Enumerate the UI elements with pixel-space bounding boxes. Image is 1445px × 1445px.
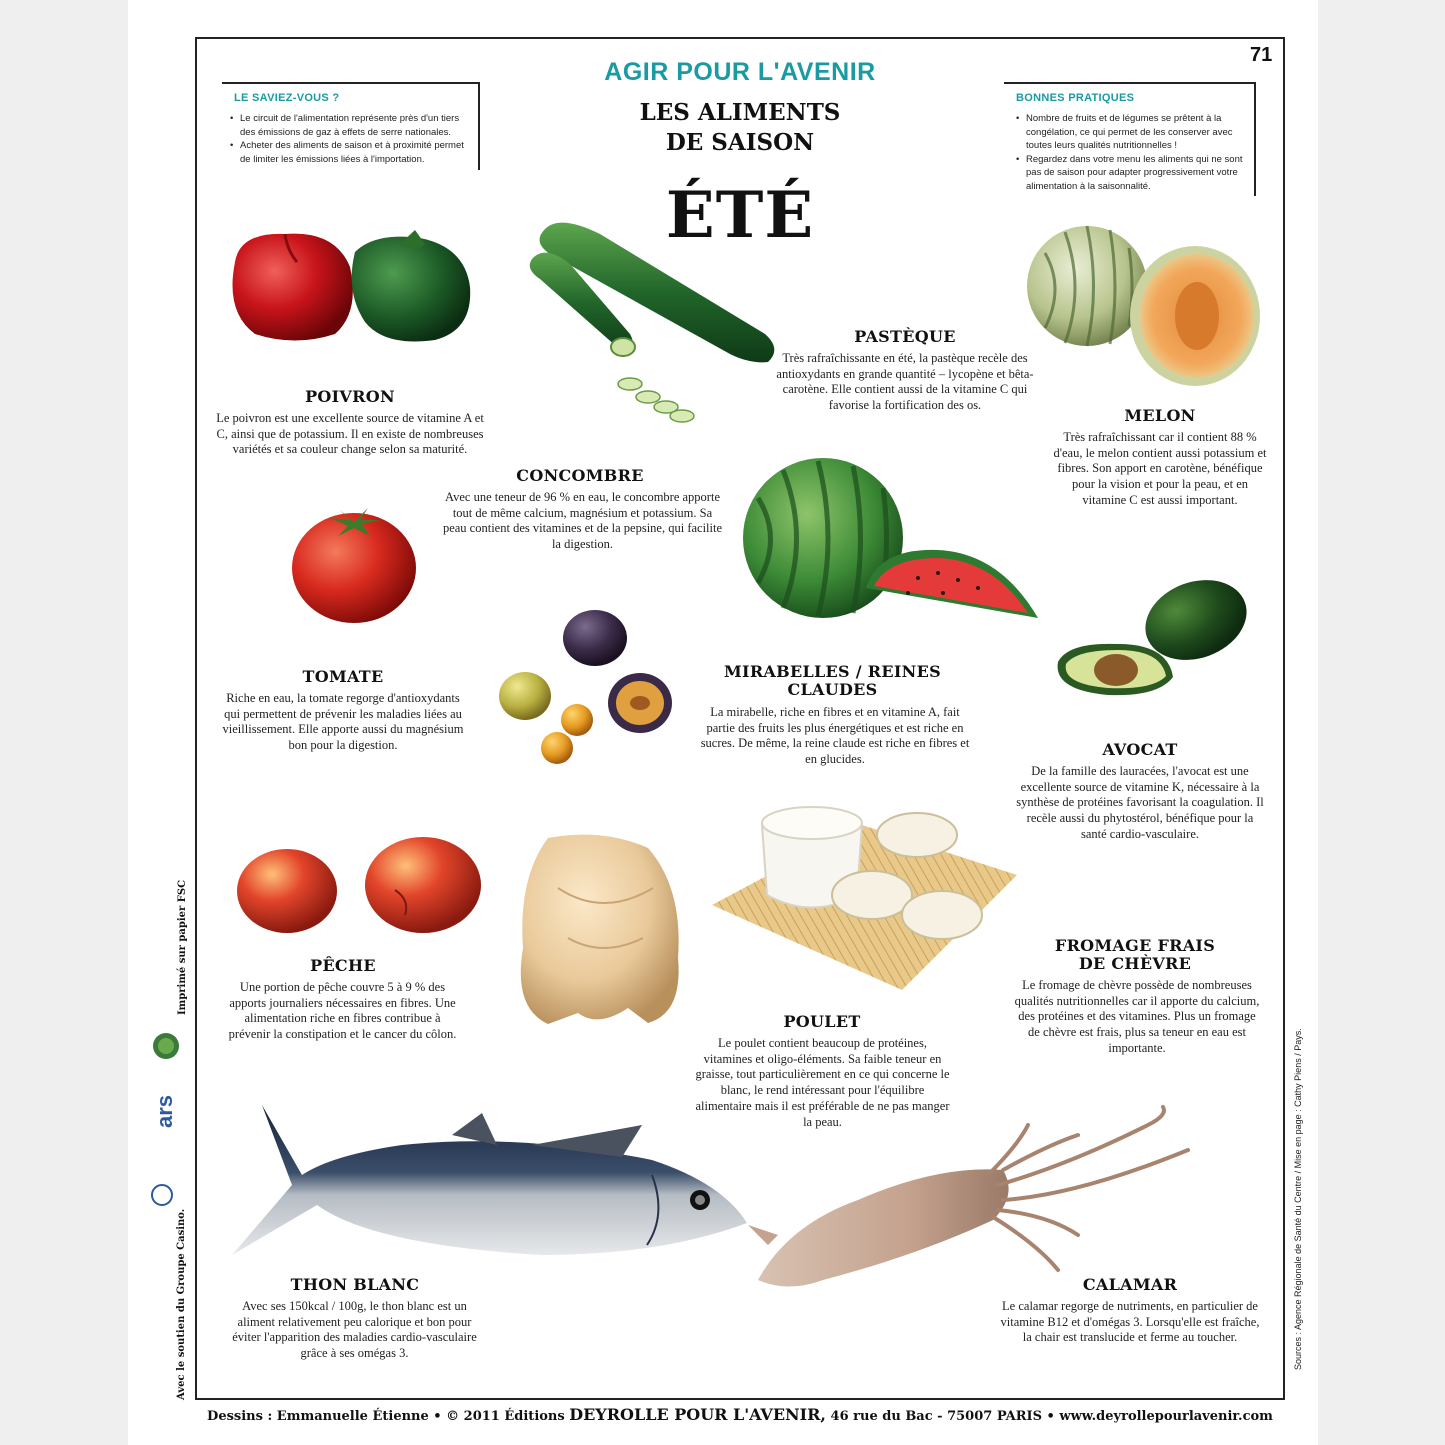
header-kicker: AGIR POUR L'AVENIR bbox=[604, 58, 876, 86]
fsc-paper-note: Imprimé sur papier FSC bbox=[177, 879, 188, 1015]
credits-brand: DEYROLLE POUR L'AVENIR, bbox=[569, 1405, 826, 1424]
thon-title: THON BLANC bbox=[290, 1275, 420, 1294]
tomate-title: TOMATE bbox=[302, 667, 384, 686]
poulet-description: Le poulet contient beaucoup de protéines, vitamines et oligo-éléments. Sa faible teneur en graisse, tout particulièrement en ce qui concerne le blanc, le rend intéressant pour l'équilibre alimentaire mais il est préférable de ne pas manger la peau. bbox=[695, 1036, 950, 1129]
bell-peppers-illustration bbox=[225, 222, 480, 347]
calamar-description: Le calamar regorge de nutriments, en particulier de vitamine B12 et d'omégas 3. Lorsqu'elle est fraîche, la chair est translucide et ferme au toucher. bbox=[1000, 1299, 1260, 1345]
support-note: Avec le soutien du Groupe Casino. bbox=[176, 1208, 187, 1400]
avocat-description: De la famille des lauracées, l'avocat est une excellente source de vitamine K, nécessaire à la synthèse de protéines favorisant la coagulation. Il recèle aussi du phytostérol, bénéfique pour la santé cardio-vasculaire. bbox=[1016, 764, 1264, 841]
peaches-illustration bbox=[235, 835, 495, 935]
globe-icon bbox=[152, 1185, 172, 1205]
partner-logos bbox=[140, 1030, 190, 1210]
concombre-description: Avec une teneur de 96 % en eau, le concombre apporte tout de même calcium, magnésium et potassium. Sa peau contient des vitamines et de la pepsine, qui facilite la digestion. bbox=[442, 490, 723, 552]
goat-cheese-illustration bbox=[712, 795, 1020, 995]
calamar-title: CALAMAR bbox=[1082, 1275, 1178, 1294]
tomate-description: Riche en eau, la tomate regorge d'antioxydants qui permettent de prévenir les maladies liées au vieillissement. Elle apporte aussi du magnésium bon pour la digestion. bbox=[222, 691, 464, 753]
poivron-description: Le poivron est une excellente source de vitamine A et C, ainsi que de potassium. Il en existe de nombreuses variétés et sa couleur change selon sa maturité. bbox=[216, 411, 484, 457]
mirabelles-title: MIRABELLES / REINES CLAUDES bbox=[724, 662, 941, 699]
chicken-illustration bbox=[508, 828, 698, 1028]
season-title: ÉTÉ bbox=[665, 178, 815, 253]
watermelon-illustration bbox=[738, 458, 1048, 623]
thon-description: Avec ses 150kcal / 100g, le thon blanc est un aliment relativement peu calorique et bon pour éviter l'apparition des maladies cardio-vasculaire grâce à ses omégas 3. bbox=[232, 1299, 477, 1361]
pasteque-description: Très rafraîchissante en été, la pastèque recèle des antioxydants en grande quantité – lycopène et bêta-carotène. Elle contient aussi de la vitamine C qui favorise la fortification des os. bbox=[776, 351, 1034, 413]
credits-prefix: Dessins : Emmanuelle Étienne • © 2011 Éditions bbox=[207, 1409, 565, 1424]
concombre-title: CONCOMBRE bbox=[516, 466, 644, 485]
tomato-illustration bbox=[290, 500, 420, 625]
melon-description: Très rafraîchissant car il contient 88 % d'eau, le melon contient aussi potassium et fibres. Son apport en carotène, bénéfique pour la vision et pour la peau, et en vitamine C est aussi important. bbox=[1053, 430, 1267, 507]
squid-illustration bbox=[748, 1105, 1198, 1295]
credits-suffix: 46 rue du Bac - 75007 PARIS • www.deyrollepourlavenir.com bbox=[830, 1409, 1273, 1424]
good-practices-title: BONNES PRATIQUES bbox=[1016, 92, 1135, 104]
melon-illustration bbox=[1025, 218, 1265, 398]
did-you-know-title: LE SAVIEZ-VOUS ? bbox=[234, 92, 340, 104]
good-practices-item: • Nombre de fruits et de légumes se prêtent à la congélation, ce qui permet de les conserver avec toutes leurs qualités nutritionnelles ! bbox=[1016, 112, 1244, 153]
did-you-know-item: • Le circuit de l'alimentation représente près d'un tiers des émissions de gaz à effets de serre nationales. bbox=[230, 112, 470, 139]
did-you-know-item: • Acheter des aliments de saison et à proximité permet de limiter les émissions liées à l'importation. bbox=[230, 139, 470, 166]
pasteque-title: PASTÈQUE bbox=[854, 327, 956, 346]
fromage-title: FROMAGE FRAIS DE CHÈVRE bbox=[1054, 936, 1216, 973]
did-you-know-box bbox=[222, 82, 480, 170]
page-number: 71 bbox=[1250, 44, 1273, 66]
good-practices-box bbox=[1004, 82, 1256, 196]
poivron-title: POIVRON bbox=[305, 387, 395, 406]
footer-credits bbox=[195, 1405, 1285, 1424]
melon-title: MELON bbox=[1124, 406, 1196, 425]
ars-logo: ars bbox=[152, 1094, 177, 1128]
header-subtitle bbox=[590, 98, 890, 158]
fromage-description: Le fromage de chèvre possède de nombreuses qualités nutritionnelles car il apporte du calcium, des protéines et des vitamines. Plus un fromage de chèvre est frais, plus sa teneur en eau est importante. bbox=[1014, 978, 1260, 1055]
subtitle-line-2: DE SAISON bbox=[665, 129, 815, 156]
good-practices-item: • Regardez dans votre menu les aliments qui ne sont pas de saison pour adapter progressivement votre alimentation à la saisonnalité. bbox=[1016, 153, 1244, 194]
tuna-illustration bbox=[222, 1105, 752, 1280]
avocat-title: AVOCAT bbox=[1102, 740, 1178, 759]
mirabelles-description: La mirabelle, riche en fibres et en vitamine A, fait partie des fruits les plus énergétiques et est riche en sucres. De même, la reine claude est riche en fibres et en glucides. bbox=[700, 705, 970, 767]
peche-description: Une portion de pêche couvre 5 à 9 % des apports journaliers nécessaires en fibres. Une alimentation riche en fibres contribue à prévenir la constipation et le cancer du côlon. bbox=[228, 980, 457, 1042]
good-practices-list bbox=[1016, 112, 1244, 193]
sources-note: Sources : Agence Régionale de Santé du Centre / Mise en page : Cathy Piens / Pays. bbox=[1293, 1028, 1303, 1370]
did-you-know-list bbox=[230, 112, 470, 166]
peche-title: PÊCHE bbox=[310, 956, 376, 975]
avocado-illustration bbox=[1048, 582, 1253, 697]
poulet-title: POULET bbox=[783, 1012, 861, 1031]
subtitle-line-1: LES ALIMENTS bbox=[639, 99, 841, 126]
cucumber-illustration bbox=[520, 214, 780, 429]
plums-illustration bbox=[495, 608, 685, 778]
